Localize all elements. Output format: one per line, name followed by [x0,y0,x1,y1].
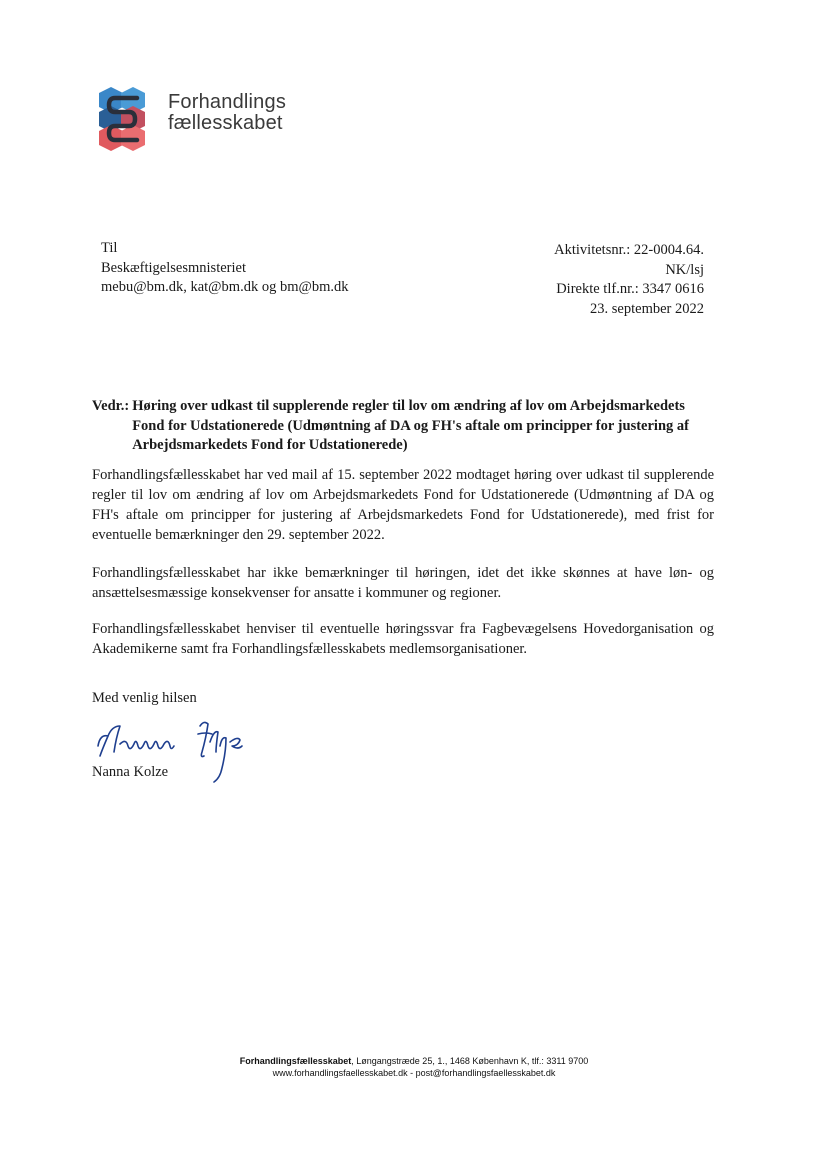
letter-date: 23. september 2022 [590,300,704,317]
logo-icon [97,85,157,153]
recipient-name: Beskæftigelsesmnisteriet [101,259,246,276]
recipient-block [101,239,348,298]
activity-number: Aktivitetsnr.: 22-0004.64. [554,242,704,258]
footer-address [0,1055,828,1067]
footer-org: Forhandlingsfællesskabet [239,1056,352,1066]
meta-block [554,241,704,319]
recipient-emails: mebu@bm.dk, kat@bm.dk og bm@bm.dk [101,279,349,295]
subject-label: Vedr.: [92,398,130,414]
logo-line-2: fællesskabet [168,112,283,134]
body-paragraph-3: Forhandlingsfællesskabet henviser til eventuelle høringssvar fra Fagbevægelsens Hovedorganisation og Akademikerne samt fra Forhandlingsfællesskabets medlemsorganisationer. [92,621,714,657]
direct-phone: Direkte tlf.nr.: 3347 0616 [556,281,704,297]
body-paragraph-1: Forhandlingsfællesskabet har ved mail af 15. september 2022 modtaget høring over udkast til supplerende regler til lov om ændring af lov om Arbejdsmarkedets Fond for Udstationerede (Udmøntning af DA og FH's aftale om principper for justering af Arbejdsmarkedets Fond for Udstationerede), med frist for eventuelle bemærkninger den 29. september 2022. [92,467,714,543]
body-paragraph-2: Forhandlingsfællesskabet har ikke bemærkninger til høringen, idet det ikke skønnes at have løn- og ansættelsesmæssige konsekvenser for ansatte i kommuner og regioner. [92,565,714,601]
footer-address-text: , Løngangstræde 25, 1., 1468 København K, tlf.: 3311 9700 [351,1056,589,1066]
subject-text: Høring over udkast til supplerende regler til lov om ændring af lov om Arbejdsmarkedets Fond for Udstationerede (Udmøntning af DA og FH's aftale om principper for justering af Arbejdsmarkedets Fond for Udstationerede) [132,398,689,453]
footer-contact: www.forhandlingsfaellesskabet.dk - post@forhandlingsfaellesskabet.dk [272,1068,556,1078]
initials: NK/lsj [665,261,704,278]
subject-block [92,397,712,456]
logo-line-1: Forhandlings [168,91,287,113]
logo-text [168,92,286,134]
signer-name: Nanna Kolze [92,764,169,780]
closing-greeting: Med venlig hilsen [92,690,197,706]
recipient-to: Til [101,240,118,256]
